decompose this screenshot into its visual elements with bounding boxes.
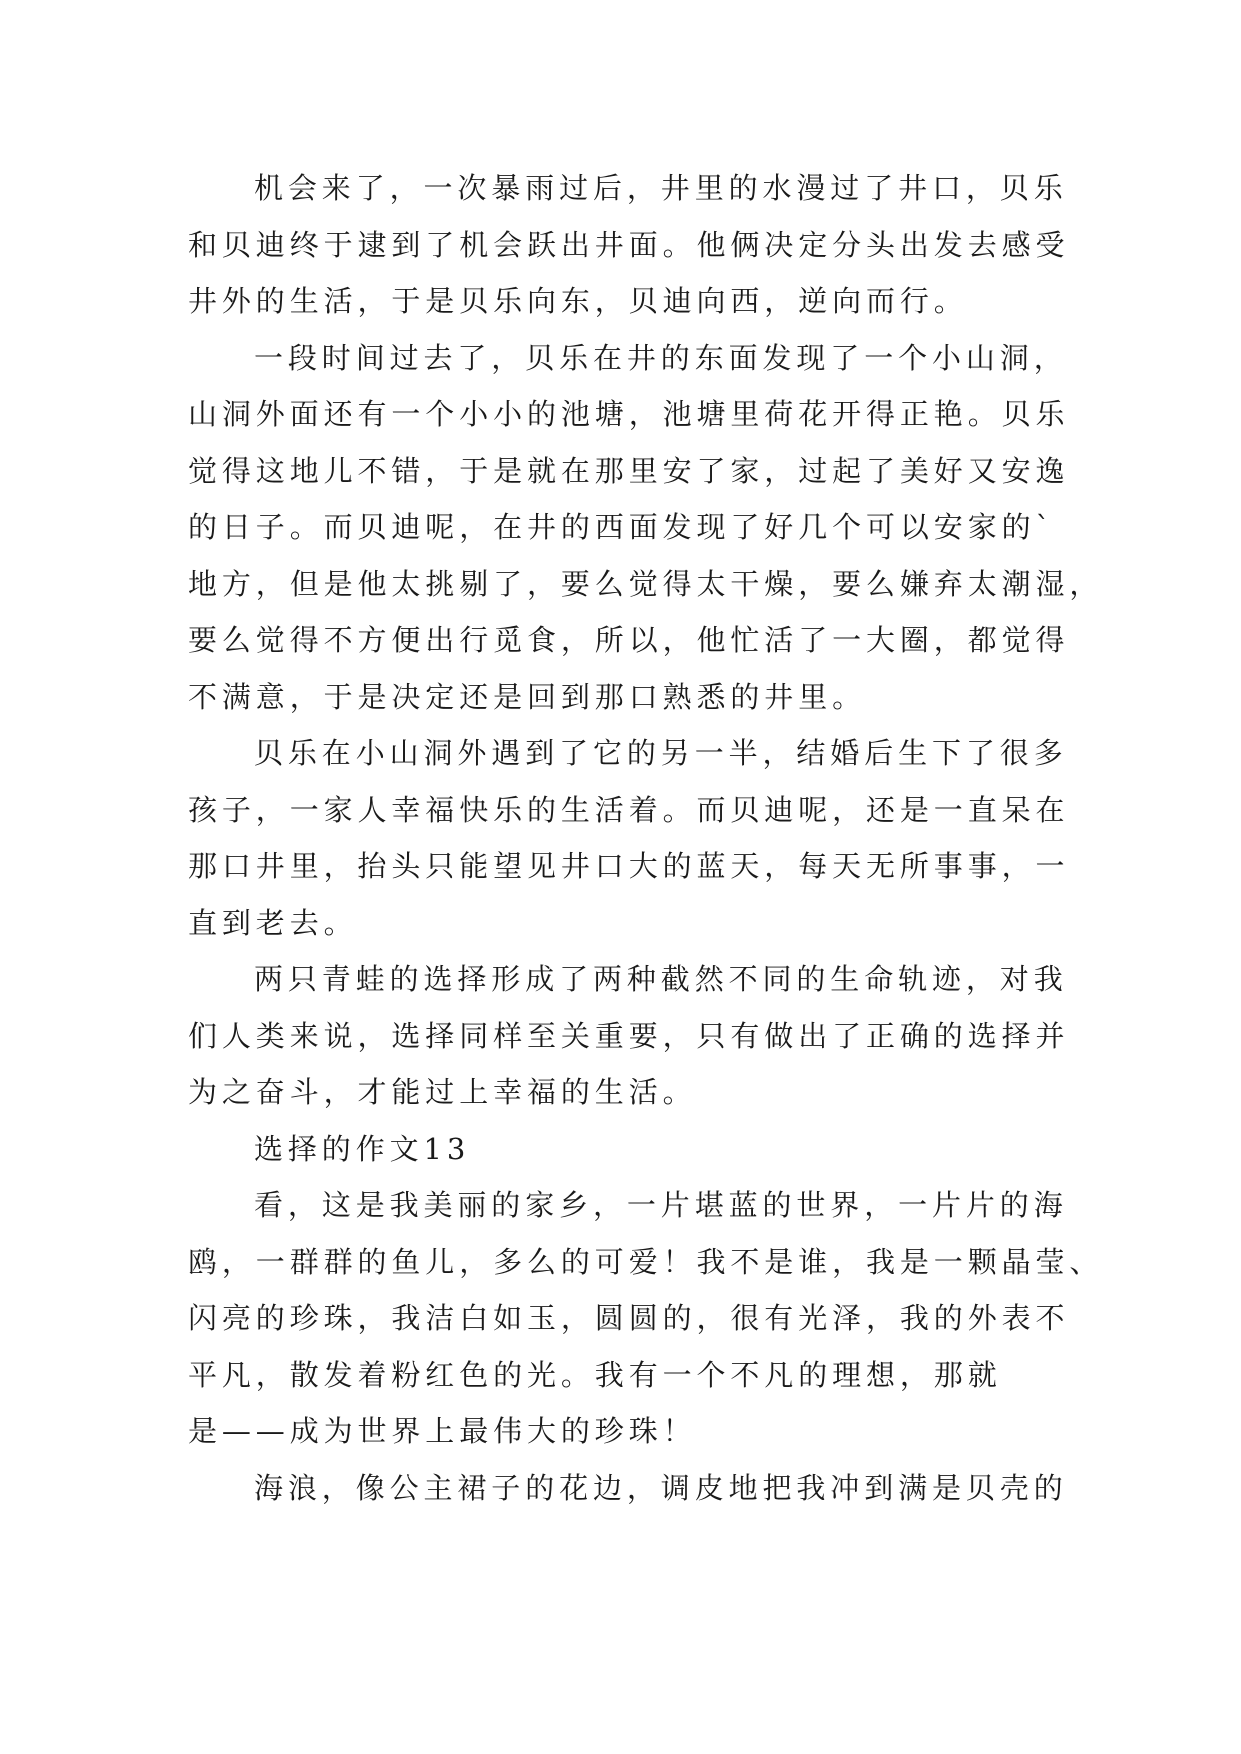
text-line: 和贝迪终于逮到了机会跃出井面。他俩决定分头出发去感受	[188, 227, 1070, 262]
text-line: 觉得这地儿不错，于是就在那里安了家，过起了美好又安逸	[188, 453, 1070, 488]
text-line: 一段时间过去了，贝乐在井的东面发现了一个小山洞，	[254, 340, 1068, 375]
text-line: 的日子。而贝迪呢，在井的西面发现了好几个可以安家的`	[188, 510, 1055, 544]
text-line: 机会来了，一次暴雨过后，井里的水漫过了井口，贝乐	[254, 171, 1068, 205]
section-heading: 选择的作文13	[254, 1131, 471, 1166]
text-line: 为之奋斗，才能过上幸福的生活。	[188, 1075, 697, 1109]
text-line: 孩子，一家人幸福快乐的生活着。而贝迪呢，还是一直呆在	[188, 792, 1070, 827]
text-line: 直到老去。	[188, 905, 358, 940]
text-line: 海浪，像公主裙子的花边，调皮地把我冲到满是贝壳的	[254, 1470, 1068, 1505]
text-line: 是——成为世界上最伟大的珍珠！	[188, 1414, 697, 1448]
text-line: 不满意，于是决定还是回到那口熟悉的井里。	[188, 679, 867, 714]
text-line: 要么觉得不方便出行觅食，所以，他忙活了一大圈，都觉得	[188, 623, 1070, 657]
text-line: 山洞外面还有一个小小的池塘，池塘里荷花开得正艳。贝乐	[188, 397, 1070, 431]
text-line: 两只青蛙的选择形成了两种截然不同的生命轨迹，对我	[254, 962, 1068, 996]
text-line: 闪亮的珍珠，我洁白如玉，圆圆的，很有光泽，我的外表不	[188, 1301, 1070, 1335]
text-line: 贝乐在小山洞外遇到了它的另一半，结婚后生下了很多	[254, 736, 1068, 770]
text-line: 看，这是我美丽的家乡，一片堪蓝的世界，一片片的海	[254, 1188, 1068, 1222]
text-line: 井外的生活，于是贝乐向东，贝迪向西，逆向而行。	[188, 284, 968, 318]
text-line: 那口井里，抬头只能望见井口大的蓝天，每天无所事事，一	[188, 849, 1070, 883]
text-line: 平凡，散发着粉红色的光。我有一个不凡的理想，那就	[188, 1357, 1002, 1392]
text-line: 们人类来说，选择同样至关重要，只有做出了正确的选择并	[188, 1018, 1070, 1053]
text-line: 地方，但是他太挑剔了，要么觉得太干燥，要么嫌弃太潮湿，	[188, 566, 1104, 601]
text-line: 鸥，一群群的鱼儿，多么的可爱！我不是谁，我是一颗晶莹、	[188, 1244, 1104, 1279]
document-body	[188, 160, 1104, 1516]
